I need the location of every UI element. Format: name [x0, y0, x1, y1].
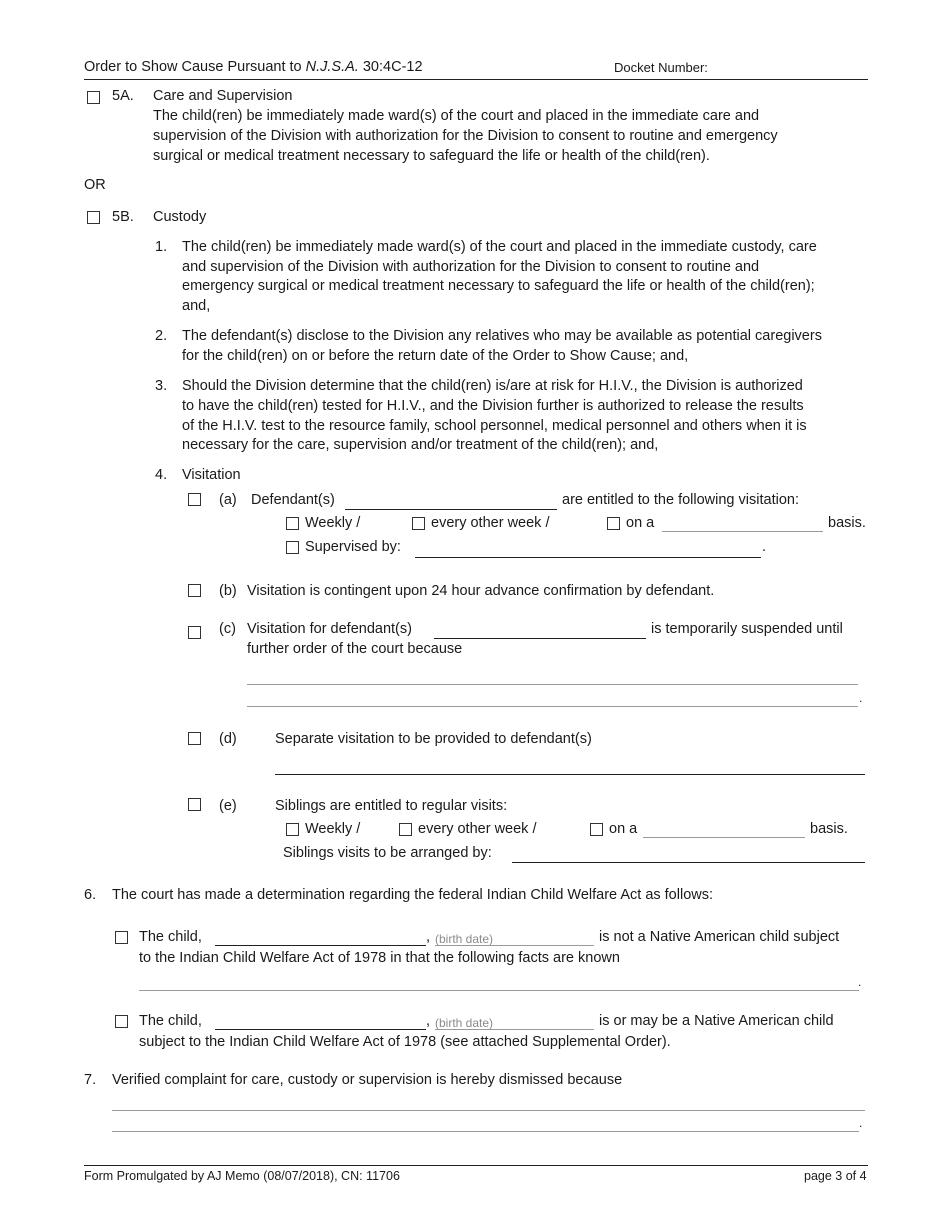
icwa-opt1-line-2: to the Indian Child Welfare Act of 1978 in that the following facts are known [139, 950, 620, 966]
checkbox-icwa-not-native[interactable] [115, 931, 128, 944]
item-3-number: 3. [155, 378, 168, 394]
item-2-line-1: The defendant(s) disclose to the Division any relatives who may be available as potential caregivers [182, 328, 822, 344]
icwa-opt2-comma: , [426, 1013, 431, 1029]
e-on-a-label: on a [609, 821, 638, 837]
e-arranged-label: Siblings visits to be arranged by: [283, 845, 492, 861]
section-5a-title: Care and Supervision [153, 88, 293, 104]
icwa-opt1-comma: , [426, 929, 431, 945]
title-statute: N.J.S.A. [305, 59, 359, 75]
visitation-e-text: Siblings are entitled to regular visits: [275, 798, 508, 814]
e-basis-field[interactable] [643, 837, 805, 838]
icwa-opt1-birth-date-field[interactable] [435, 945, 594, 946]
visitation-c-reason-line-1[interactable] [247, 684, 858, 685]
a-basis-label: basis. [828, 515, 866, 531]
docket-label: Docket Number: [614, 60, 708, 75]
icwa-opt1-period: . [858, 975, 862, 989]
section-7-period: . [859, 1116, 863, 1130]
footer-form-info: Form Promulgated by AJ Memo (08/07/2018), CN: 11706 [84, 1169, 400, 1183]
a-on-a-label: on a [626, 515, 655, 531]
item-2-line-2: for the child(ren) on or before the return date of the Order to Show Cause; and, [182, 348, 689, 364]
section-7-reason-line-2[interactable] [112, 1131, 859, 1132]
item-3-line-3: of the H.I.V. test to the resource family, school personnel, medical personnel and others when it is [182, 418, 807, 434]
visitation-d-label: (d) [219, 731, 237, 747]
page-title [84, 59, 423, 75]
item-3-line-4: necessary for the care, supervision and/or treatment of the child(ren); and, [182, 437, 659, 453]
header-rule [84, 79, 868, 80]
section-6-number: 6. [84, 887, 97, 903]
icwa-opt1-the-child: The child, [139, 929, 202, 945]
icwa-opt2-line-2: subject to the Indian Child Welfare Act of 1978 (see attached Supplemental Order). [139, 1034, 671, 1050]
a-basis-field[interactable] [662, 531, 823, 532]
item-1-number: 1. [155, 239, 168, 255]
item-3-line-1: Should the Division determine that the child(ren) is/are at risk for H.I.V., the Division is authorized [182, 378, 803, 394]
e-basis-label: basis. [810, 821, 848, 837]
icwa-opt2-the-child: The child, [139, 1013, 202, 1029]
visitation-title: Visitation [182, 467, 241, 483]
visitation-a-defendants-field[interactable] [345, 509, 557, 510]
item-2-number: 2. [155, 328, 168, 344]
footer-rule [84, 1165, 868, 1166]
visitation-b-text: Visitation is contingent upon 24 hour advance confirmation by defendant. [247, 583, 715, 599]
e-every-other-week-label: every other week / [418, 821, 537, 837]
icwa-opt2-birth-date-field[interactable] [435, 1029, 594, 1030]
visitation-c-text-2: is temporarily suspended until [651, 621, 843, 637]
visitation-a-entitled-text: are entitled to the following visitation: [562, 492, 799, 508]
footer-page-number: page 3 of 4 [804, 1169, 867, 1183]
visitation-c-defendants-field[interactable] [434, 638, 646, 639]
checkbox-a-every-other-week[interactable] [412, 517, 425, 530]
checkbox-visitation-a[interactable] [188, 493, 201, 506]
a-every-other-week-label: every other week / [431, 515, 550, 531]
section-5b-label: 5B. [112, 209, 134, 225]
visitation-c-text-1: Visitation for defendant(s) [247, 621, 412, 637]
item-1-line-2: and supervision of the Division with authorization for the Division to consent to routine and [182, 259, 760, 275]
section-5a-line-3: surgical or medical treatment necessary to safeguard the life or health of the child(ren). [153, 148, 710, 164]
section-7-reason-line-1[interactable] [112, 1110, 865, 1111]
checkbox-visitation-c[interactable] [188, 626, 201, 639]
icwa-opt1-facts-field[interactable] [139, 990, 859, 991]
visitation-c-label: (c) [219, 621, 236, 637]
visitation-c-period: . [859, 691, 863, 705]
checkbox-5b[interactable] [87, 211, 100, 224]
section-5b-title: Custody [153, 209, 207, 225]
title-prefix: Order to Show Cause Pursuant to [84, 59, 306, 75]
item-3-line-2: to have the child(ren) tested for H.I.V., and the Division further is authorized to release the results [182, 398, 804, 414]
checkbox-e-weekly[interactable] [286, 823, 299, 836]
a-supervised-period: . [762, 539, 767, 555]
section-5a-line-2: supervision of the Division with authorization for the Division to consent to routine and emergency [153, 128, 778, 144]
visitation-e-label: (e) [219, 798, 237, 814]
icwa-opt1-birth-date-hint: (birth date) [435, 932, 494, 946]
visitation-a-label: (a) [219, 492, 237, 508]
icwa-opt1-child-name-field[interactable] [215, 945, 426, 946]
a-weekly-label: Weekly / [305, 515, 361, 531]
section-7-number: 7. [84, 1072, 97, 1088]
item-4-number: 4. [155, 467, 168, 483]
section-5a-line-1: The child(ren) be immediately made ward(s) of the court and placed in the immediate care and [153, 108, 760, 124]
e-arranged-field[interactable] [512, 862, 865, 863]
a-supervised-label: Supervised by: [305, 539, 401, 555]
visitation-d-text: Separate visitation to be provided to defendant(s) [275, 731, 592, 747]
icwa-opt1-rest: is not a Native American child subject [599, 929, 840, 945]
visitation-d-field[interactable] [275, 774, 865, 775]
checkbox-e-every-other-week[interactable] [399, 823, 412, 836]
checkbox-a-weekly[interactable] [286, 517, 299, 530]
checkbox-visitation-b[interactable] [188, 584, 201, 597]
checkbox-visitation-d[interactable] [188, 732, 201, 745]
title-section: 30:4C-12 [358, 59, 423, 75]
section-7-text: Verified complaint for care, custody or supervision is hereby dismissed because [112, 1072, 623, 1088]
icwa-opt2-rest: is or may be a Native American child [599, 1013, 834, 1029]
item-1-line-4: and, [182, 298, 211, 314]
e-weekly-label: Weekly / [305, 821, 361, 837]
item-1-line-3: emergency surgical or medical treatment necessary to safeguard the life or health of the child(ren); [182, 278, 815, 294]
icwa-opt2-birth-date-hint: (birth date) [435, 1016, 494, 1030]
visitation-c-reason-line-2[interactable] [247, 706, 858, 707]
visitation-b-label: (b) [219, 583, 237, 599]
checkbox-e-on-a[interactable] [590, 823, 603, 836]
visitation-c-text-3: further order of the court because [247, 641, 463, 657]
checkbox-visitation-e[interactable] [188, 798, 201, 811]
checkbox-5a[interactable] [87, 91, 100, 104]
checkbox-icwa-may-be-native[interactable] [115, 1015, 128, 1028]
a-supervised-field[interactable] [415, 557, 761, 558]
or-label: OR [84, 177, 106, 193]
section-5a-label: 5A. [112, 88, 134, 104]
section-6-text: The court has made a determination regarding the federal Indian Child Welfare Act as follows: [112, 887, 714, 903]
checkbox-a-supervised[interactable] [286, 541, 299, 554]
icwa-opt2-child-name-field[interactable] [215, 1029, 426, 1030]
item-1-line-1: The child(ren) be immediately made ward(s) of the court and placed in the immediate custody, care [182, 239, 817, 255]
checkbox-a-on-a[interactable] [607, 517, 620, 530]
visitation-a-defendants: Defendant(s) [251, 492, 335, 508]
